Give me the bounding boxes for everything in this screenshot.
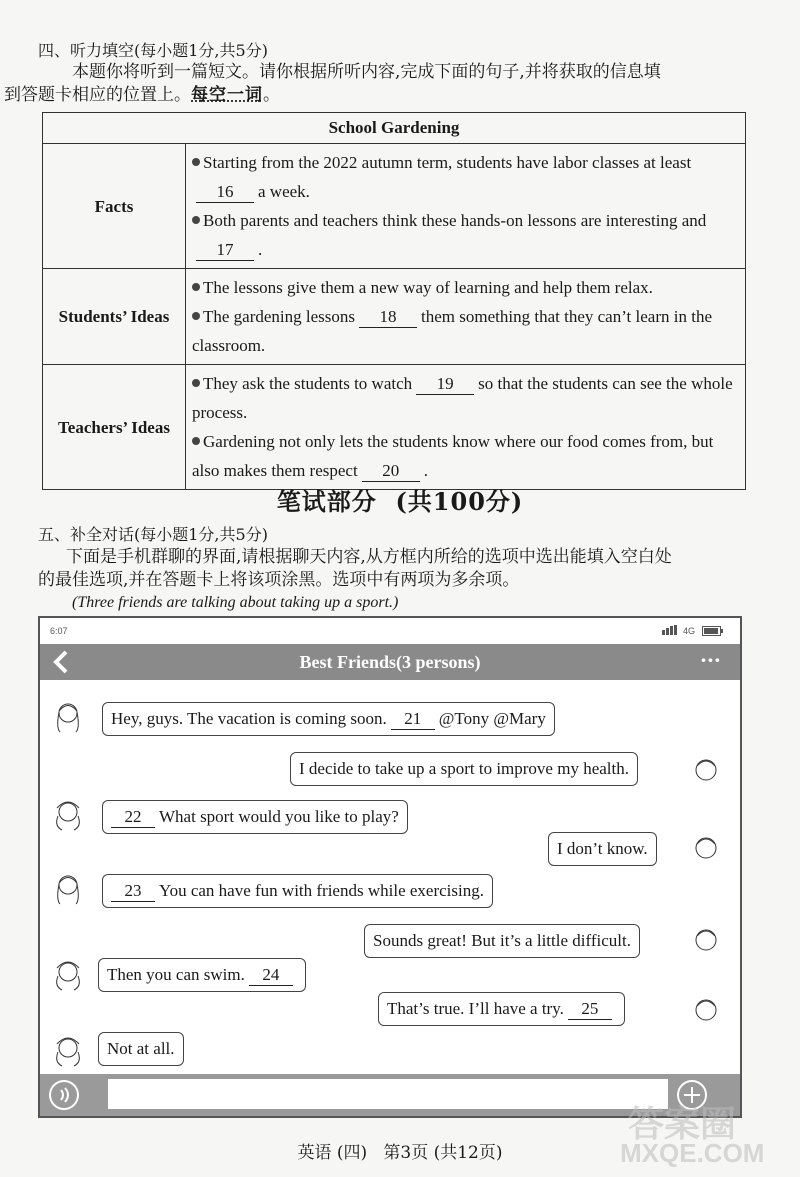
blank-19: 19 bbox=[416, 374, 474, 395]
section5-instructions: 下面是手机群聊的界面,请根据聊天内容,从方框内所给的选项中选出能填入空白处 的最佳选项,并在答题卡上将该项涂黑。选项中有两项为多余项。 bbox=[38, 547, 672, 590]
chat-message: Then you can swim. 24 bbox=[98, 958, 306, 992]
watermark-url: MXQE.COM bbox=[620, 1138, 765, 1168]
blank-17: 17 bbox=[196, 240, 254, 261]
facts-label: Facts bbox=[43, 144, 186, 269]
written-part-heading: 笔试部分 (共100分) bbox=[276, 487, 524, 516]
phone-chat-screen bbox=[38, 616, 742, 1118]
gardening-table bbox=[42, 112, 746, 490]
boy-avatar-icon bbox=[688, 752, 724, 788]
bullet-icon bbox=[192, 216, 200, 224]
section4-heading: 四、听力填空(每小题1分,共5分) bbox=[38, 41, 268, 60]
bullet-icon bbox=[192, 283, 200, 291]
chat-message: 23 You can have fun with friends while exercising. bbox=[102, 874, 493, 908]
bullet-icon bbox=[192, 437, 200, 445]
chat-message: 22 What sport would you like to play? bbox=[102, 800, 408, 834]
chat-title: Best Friends(3 persons) bbox=[299, 652, 481, 672]
students-label: Students’ Ideas bbox=[43, 269, 186, 365]
section4-instructions: 本题你将听到一篇短文。请你根据所听内容,完成下面的句子,并将获取的信息填 到答题卡相应的位置上。每空一词。 bbox=[4, 62, 661, 105]
bullet-icon bbox=[192, 158, 200, 166]
network-label: 4G bbox=[683, 626, 696, 636]
chat-message: I decide to take up a sport to improve my health. bbox=[290, 752, 638, 786]
facts-cell: Starting from the 2022 autumn term, students have labor classes at least16 a week. Both parents and teachers think these hands-on lessons are interesting and17 . bbox=[186, 144, 746, 269]
bullet-icon bbox=[192, 312, 200, 320]
section5-heading: 五、补全对话(每小题1分,共5分) bbox=[38, 525, 268, 544]
boy-avatar-icon bbox=[688, 830, 724, 866]
chat-message: That’s true. I’ll have a try. 25 bbox=[378, 992, 625, 1026]
bullet-icon bbox=[192, 379, 200, 387]
blank-20: 20 bbox=[362, 461, 420, 482]
chat-message: Not at all. bbox=[98, 1032, 184, 1066]
teachers-label: Teachers’ Ideas bbox=[43, 365, 186, 490]
girl2-avatar-icon bbox=[50, 956, 86, 992]
boy-avatar-icon bbox=[688, 992, 724, 1028]
more-icon[interactable]: ··· bbox=[700, 648, 721, 672]
voice-icon[interactable] bbox=[48, 1079, 80, 1115]
girl2-avatar-icon bbox=[50, 1032, 86, 1068]
battery-icon bbox=[702, 626, 724, 638]
chat-message: I don’t know. bbox=[548, 832, 657, 866]
teachers-cell: They ask the students to watch 19 so that the students can see the whole process. Gardening not only lets the students know where our food comes from, but also makes them respect 20 . bbox=[186, 365, 746, 490]
students-cell: The lessons give them a new way of learning and help them relax. The gardening lessons 18 them something that they can’t learn in the classroom. bbox=[186, 269, 746, 365]
status-bar bbox=[40, 618, 740, 644]
scene-note: (Three friends are talking about taking up a sport.) bbox=[72, 594, 399, 611]
girl-avatar-icon bbox=[50, 698, 86, 734]
page-footer: 英语 (四) 第3页 (共12页) bbox=[297, 1143, 503, 1163]
table-title: School Gardening bbox=[43, 113, 746, 144]
status-time: 6:07 bbox=[50, 626, 68, 636]
signal-icon bbox=[662, 625, 680, 637]
chat-title-bar bbox=[40, 644, 740, 680]
blank-18: 18 bbox=[359, 307, 417, 328]
watermark-logo: 答案圈 bbox=[628, 1103, 737, 1144]
blank-16: 16 bbox=[196, 182, 254, 203]
chat-message: Sounds great! But it’s a little difficult. bbox=[364, 924, 640, 958]
boy-avatar-icon bbox=[688, 922, 724, 958]
message-input[interactable] bbox=[108, 1079, 668, 1109]
girl-avatar-icon bbox=[50, 870, 86, 906]
girl2-avatar-icon bbox=[50, 796, 86, 832]
chat-message: Hey, guys. The vacation is coming soon. 21 @Tony @Mary bbox=[102, 702, 555, 736]
